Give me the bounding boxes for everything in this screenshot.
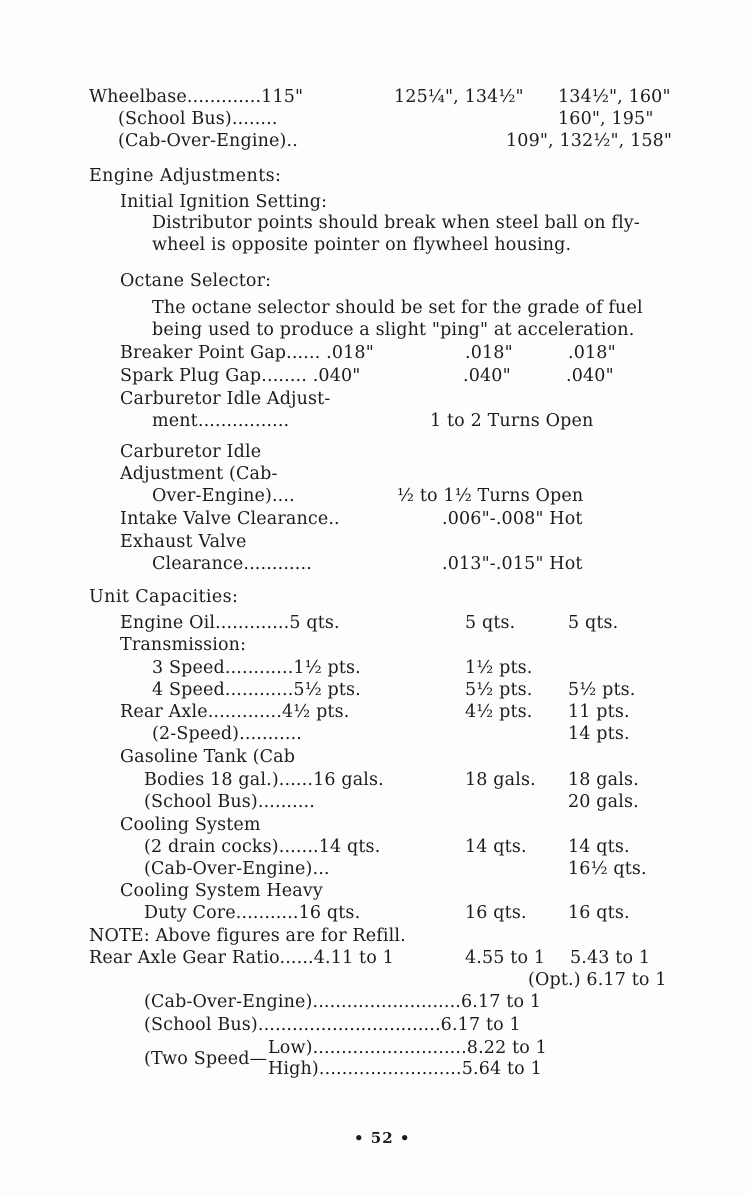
gas-tank-label-line2: Bodies 18 gal.)......16 gals. — [144, 770, 384, 790]
cooling-drain-col2: 14 qts. — [465, 837, 527, 857]
gear-ratio-high: High).........................5.64 to 1 — [268, 1059, 542, 1079]
speed4-col2: 5½ pts. — [465, 680, 533, 700]
wheelbase-coe-values: 109", 132½", 158" — [506, 131, 673, 151]
engine-oil-col3: 5 qts. — [568, 613, 619, 633]
carb-idle-label-line2: ment................ — [152, 411, 290, 431]
gear-ratio-optional: (Opt.) 6.17 to 1 — [528, 970, 667, 990]
wheelbase-label: Wheelbase.............115" — [89, 87, 304, 107]
speed4-label: 4 Speed............5½ pts. — [152, 680, 361, 700]
intake-valve-value: .006"-.008" Hot — [442, 509, 583, 529]
gas-tank-school-bus-label: (School Bus).......... — [144, 792, 315, 812]
carb-coe-label-line1: Carburetor Idle — [120, 442, 262, 462]
octane-heading: Octane Selector: — [120, 271, 272, 291]
heavy-duty-col3: 16 qts. — [568, 903, 630, 923]
gear-ratio-school-bus: (School Bus)................................6.17 to 1 — [144, 1015, 521, 1035]
rear-axle-col2: 4½ pts. — [465, 702, 533, 722]
exhaust-valve-label-line2: Clearance............ — [152, 554, 312, 574]
gas-tank-col3: 18 gals. — [568, 770, 639, 790]
engine-adjustments-heading: Engine Adjustments: — [89, 166, 282, 186]
rear-axle-label: Rear Axle.............4½ pts. — [120, 702, 350, 722]
gas-tank-school-bus-col3: 20 gals. — [568, 792, 639, 812]
ignition-text-line1: Distributor points should break when steel ball on fly- — [152, 213, 640, 233]
heavy-duty-label-line1: Cooling System Heavy — [120, 881, 323, 901]
gas-tank-label-line1: Gasoline Tank (Cab — [120, 747, 296, 767]
cooling-coe-col3: 16½ qts. — [568, 859, 647, 879]
wheelbase-col2: 125¼", 134½" — [394, 87, 524, 107]
breaker-point-gap-label: Breaker Point Gap...... .018" — [120, 343, 374, 363]
speed4-col3: 5½ pts. — [568, 680, 636, 700]
gear-ratio-two-speed-prefix: (Two Speed— — [144, 1049, 268, 1069]
carb-idle-value: 1 to 2 Turns Open — [430, 411, 594, 431]
unit-capacities-heading: Unit Capacities: — [89, 587, 239, 607]
wheelbase-school-bus-values: 160", 195" — [558, 109, 654, 129]
breaker-point-gap-col2: .018" — [465, 343, 513, 363]
breaker-point-gap-col3: .018" — [568, 343, 616, 363]
cooling-drain-label: (2 drain cocks).......14 qts. — [144, 837, 381, 857]
engine-oil-label: Engine Oil.............5 qts. — [120, 613, 340, 633]
octane-text-line1: The octane selector should be set for the grade of fuel — [152, 298, 643, 318]
cooling-system-label: Cooling System — [120, 815, 261, 835]
speed3-label: 3 Speed............1½ pts. — [152, 658, 361, 678]
rear-axle-col3: 11 pts. — [568, 702, 630, 722]
speed3-col2: 1½ pts. — [465, 658, 533, 678]
intake-valve-label: Intake Valve Clearance.. — [120, 509, 340, 529]
octane-text-line2: being used to produce a slight "ping" at acceleration. — [152, 320, 635, 340]
spark-plug-gap-col2: .040" — [463, 366, 511, 386]
engine-oil-col2: 5 qts. — [465, 613, 516, 633]
carb-coe-value: ½ to 1½ Turns Open — [397, 486, 584, 506]
carb-coe-label-line3: Over-Engine).... — [152, 486, 295, 506]
gas-tank-col2: 18 gals. — [465, 770, 536, 790]
refill-note: NOTE: Above figures are for Refill. — [89, 926, 406, 946]
gear-ratio-col3: 5.43 to 1 — [570, 948, 651, 968]
exhaust-valve-value: .013"-.015" Hot — [442, 554, 583, 574]
ignition-heading: Initial Ignition Setting: — [120, 192, 328, 212]
spark-plug-gap-col3: .040" — [566, 366, 614, 386]
cooling-drain-col3: 14 qts. — [568, 837, 630, 857]
gear-ratio-low: Low)...........................8.22 to 1 — [268, 1038, 547, 1058]
carb-idle-label-line1: Carburetor Idle Adjust- — [120, 389, 331, 409]
cooling-coe-label: (Cab-Over-Engine)... — [144, 859, 330, 879]
exhaust-valve-label-line1: Exhaust Valve — [120, 532, 247, 552]
spark-plug-gap-label: Spark Plug Gap........ .040" — [120, 366, 361, 386]
wheelbase-school-bus-label: (School Bus)........ — [118, 109, 278, 129]
heavy-duty-col2: 16 qts. — [465, 903, 527, 923]
carb-coe-label-line2: Adjustment (Cab- — [120, 464, 278, 484]
wheelbase-col3: 134½", 160" — [558, 87, 671, 107]
gear-ratio-label: Rear Axle Gear Ratio......4.11 to 1 — [89, 948, 394, 968]
two-speed-axle-label: (2-Speed)........... — [152, 724, 302, 744]
page-number: • 52 • — [354, 1129, 411, 1147]
wheelbase-coe-label: (Cab-Over-Engine).. — [118, 131, 298, 151]
gear-ratio-coe: (Cab-Over-Engine)..........................6.17 to 1 — [144, 992, 542, 1012]
two-speed-axle-col3: 14 pts. — [568, 724, 630, 744]
transmission-label: Transmission: — [120, 635, 247, 655]
ignition-text-line2: wheel is opposite pointer on flywheel housing. — [152, 235, 572, 255]
heavy-duty-label-line2: Duty Core...........16 qts. — [144, 903, 361, 923]
gear-ratio-col2: 4.55 to 1 — [465, 948, 546, 968]
